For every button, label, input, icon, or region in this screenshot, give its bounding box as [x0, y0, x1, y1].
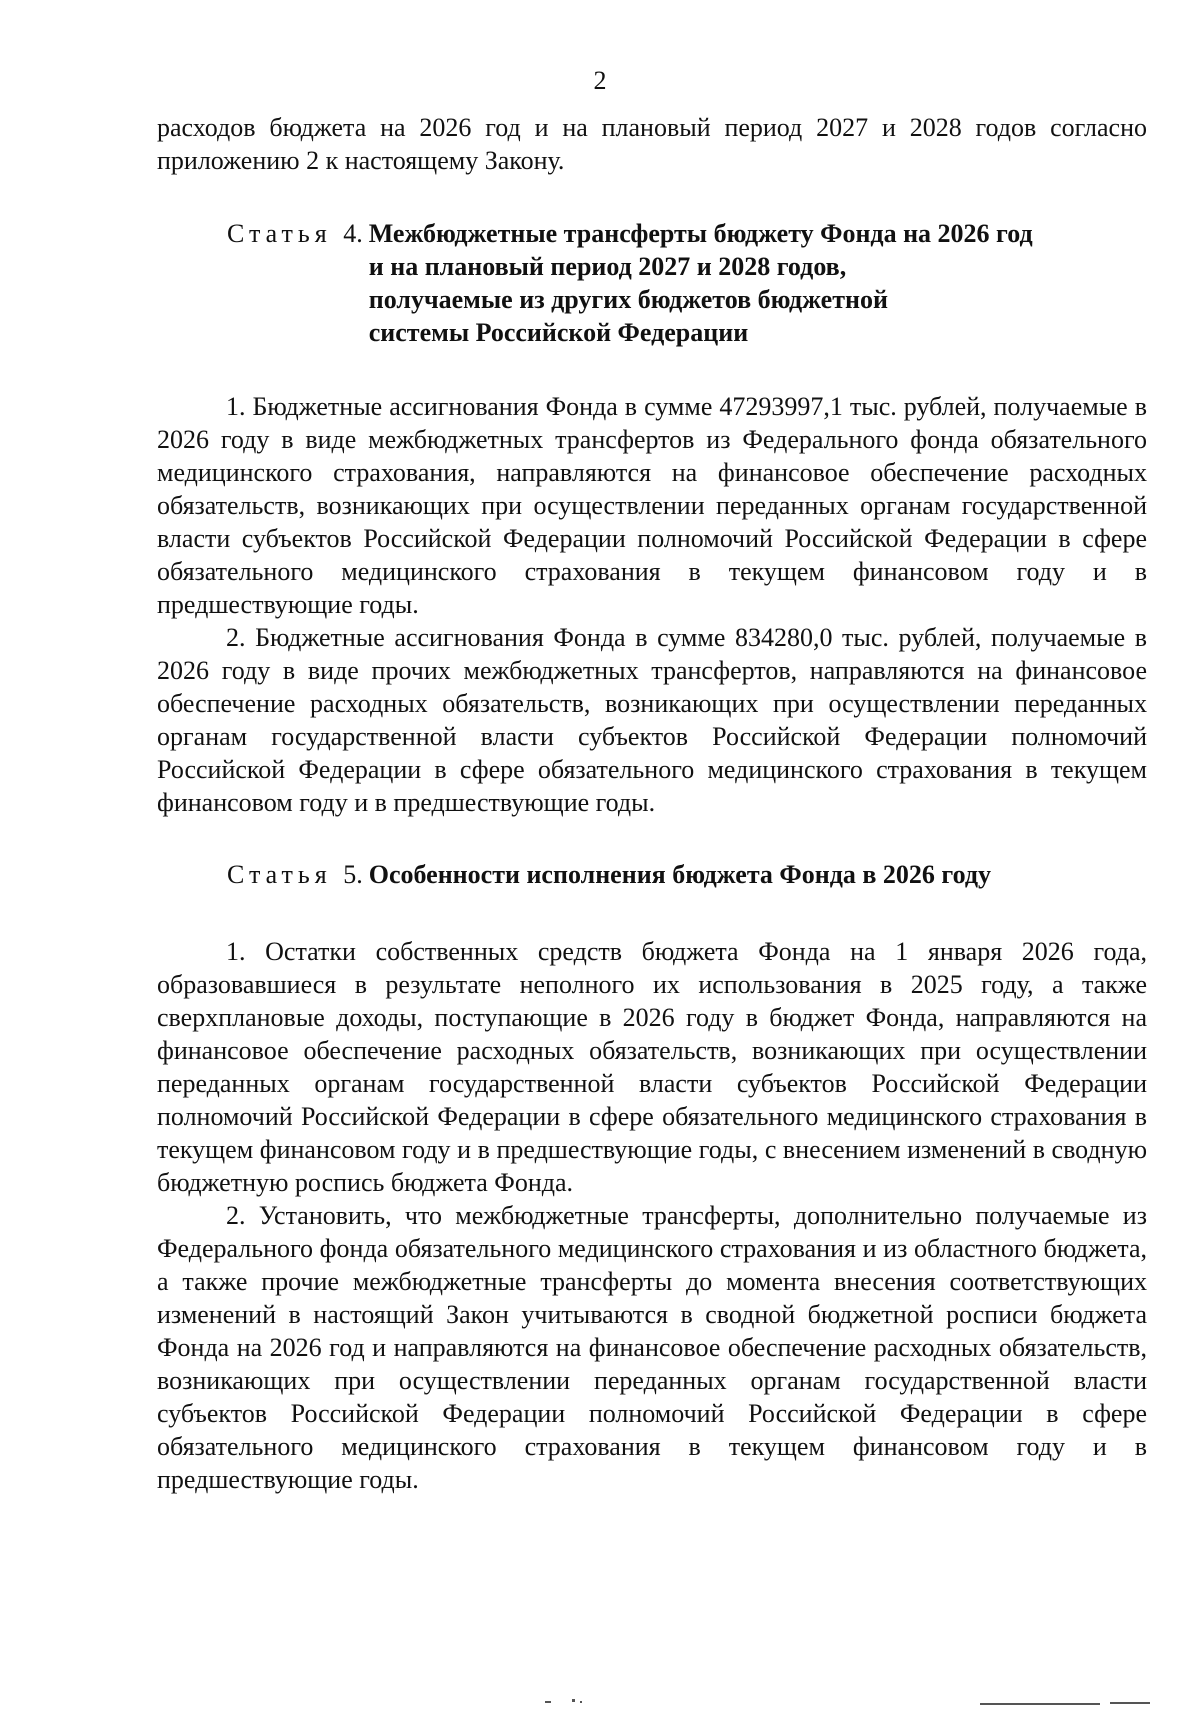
scan-speck — [580, 1701, 582, 1703]
scan-speck — [572, 1699, 575, 1702]
article-4-paragraph-1: 1. Бюджетные ассигнования Фонда в сумме 47293997,1 тыс. рублей, получаемые в 2026 году в виде межбюджетных трансфертов из Федерального фонда обязательного медицинского страхования, направляются на финансовое обеспечение расходных обязательств, возникающих при осуществлении переданных органам государственной власти субъектов Российской Федерации полномочий Российской Федерации в сфере обязательного медицинского страхования в текущем финансовом году и в предшествующие годы. — [157, 392, 1147, 619]
scan-speck — [1110, 1702, 1150, 1704]
article-4-prefix: Статья — [227, 219, 332, 248]
article-4-title-line: и на плановый период 2027 и 2028 годов, — [368, 252, 847, 281]
article-4-title — [369, 217, 1033, 349]
page-number: 2 — [593, 66, 607, 95]
article-5-prefix: Статья — [227, 860, 332, 889]
article-5-heading — [227, 858, 1147, 891]
scan-speck — [545, 1701, 551, 1703]
article-4-title-line: получаемые из других бюджетов бюджетной — [368, 285, 888, 314]
article-5-paragraph-1: 1. Остатки собственных средств бюджета Фонда на 1 января 2026 года, образовавшиеся в результате неполного их использования в 2025 году, а также сверхплановые доходы, поступающие в 2026 году в бюджет Фонда, направляются на финансовое обеспечение расходных обязательств, возникающих при осуществлении переданных органам государственной власти субъектов Российской Федерации полномочий Российской Федерации в сфере обязательного медицинского страхования в текущем финансовом году и в предшествующие годы, с внесением изменений в сводную бюджетную роспись бюджета Фонда. — [157, 937, 1147, 1197]
article-5-label — [227, 858, 363, 891]
intro-paragraph: расходов бюджета на 2026 год и на плановый период 2027 и 2028 годов согласно приложению 2 к настоящему Закону. — [157, 113, 1147, 175]
article-4-title-line: Межбюджетные трансферты бюджету Фонда на 2026 год — [368, 219, 1033, 248]
article-5-number: 5. — [343, 860, 363, 889]
article-5-paragraph-2: 2. Установить, что межбюджетные трансферты, дополнительно получаемые из Федерального фонда обязательного медицинского страхования и из областного бюджета, а также прочие межбюджетные трансферты до момента внесения соответствующих изменений в настоящий Закон учитываются в сводной бюджетной росписи бюджета Фонда на 2026 год и направляются на финансовое обеспечение расходных обязательств, возникающих при осуществлении переданных органам государственной власти субъектов Российской Федерации полномочий Российской Федерации в сфере обязательного медицинского страхования в текущем финансовом году и в предшествующие годы. — [157, 1201, 1147, 1494]
article-4-number: 4. — [343, 219, 363, 248]
article-4-paragraph-2: 2. Бюджетные ассигнования Фонда в сумме 834280,0 тыс. рублей, получаемые в 2026 году в виде прочих межбюджетных трансфертов, направляются на финансовое обеспечение расходных обязательств, возникающих при осуществлении переданных органам государственной власти субъектов Российской Федерации полномочий Российской Федерации в сфере обязательного медицинского страхования в текущем финансовом году и в предшествующие годы. — [157, 623, 1147, 817]
article-4-heading — [227, 217, 1147, 349]
article-5-title: Особенности исполнения бюджета Фонда в 2026 году — [368, 860, 991, 889]
article-4-label — [227, 217, 363, 250]
article-4-title-line: системы Российской Федерации — [368, 318, 749, 347]
document-body — [157, 111, 1147, 1496]
scan-speck — [980, 1703, 1100, 1705]
scan-artifacts — [0, 1696, 1200, 1706]
